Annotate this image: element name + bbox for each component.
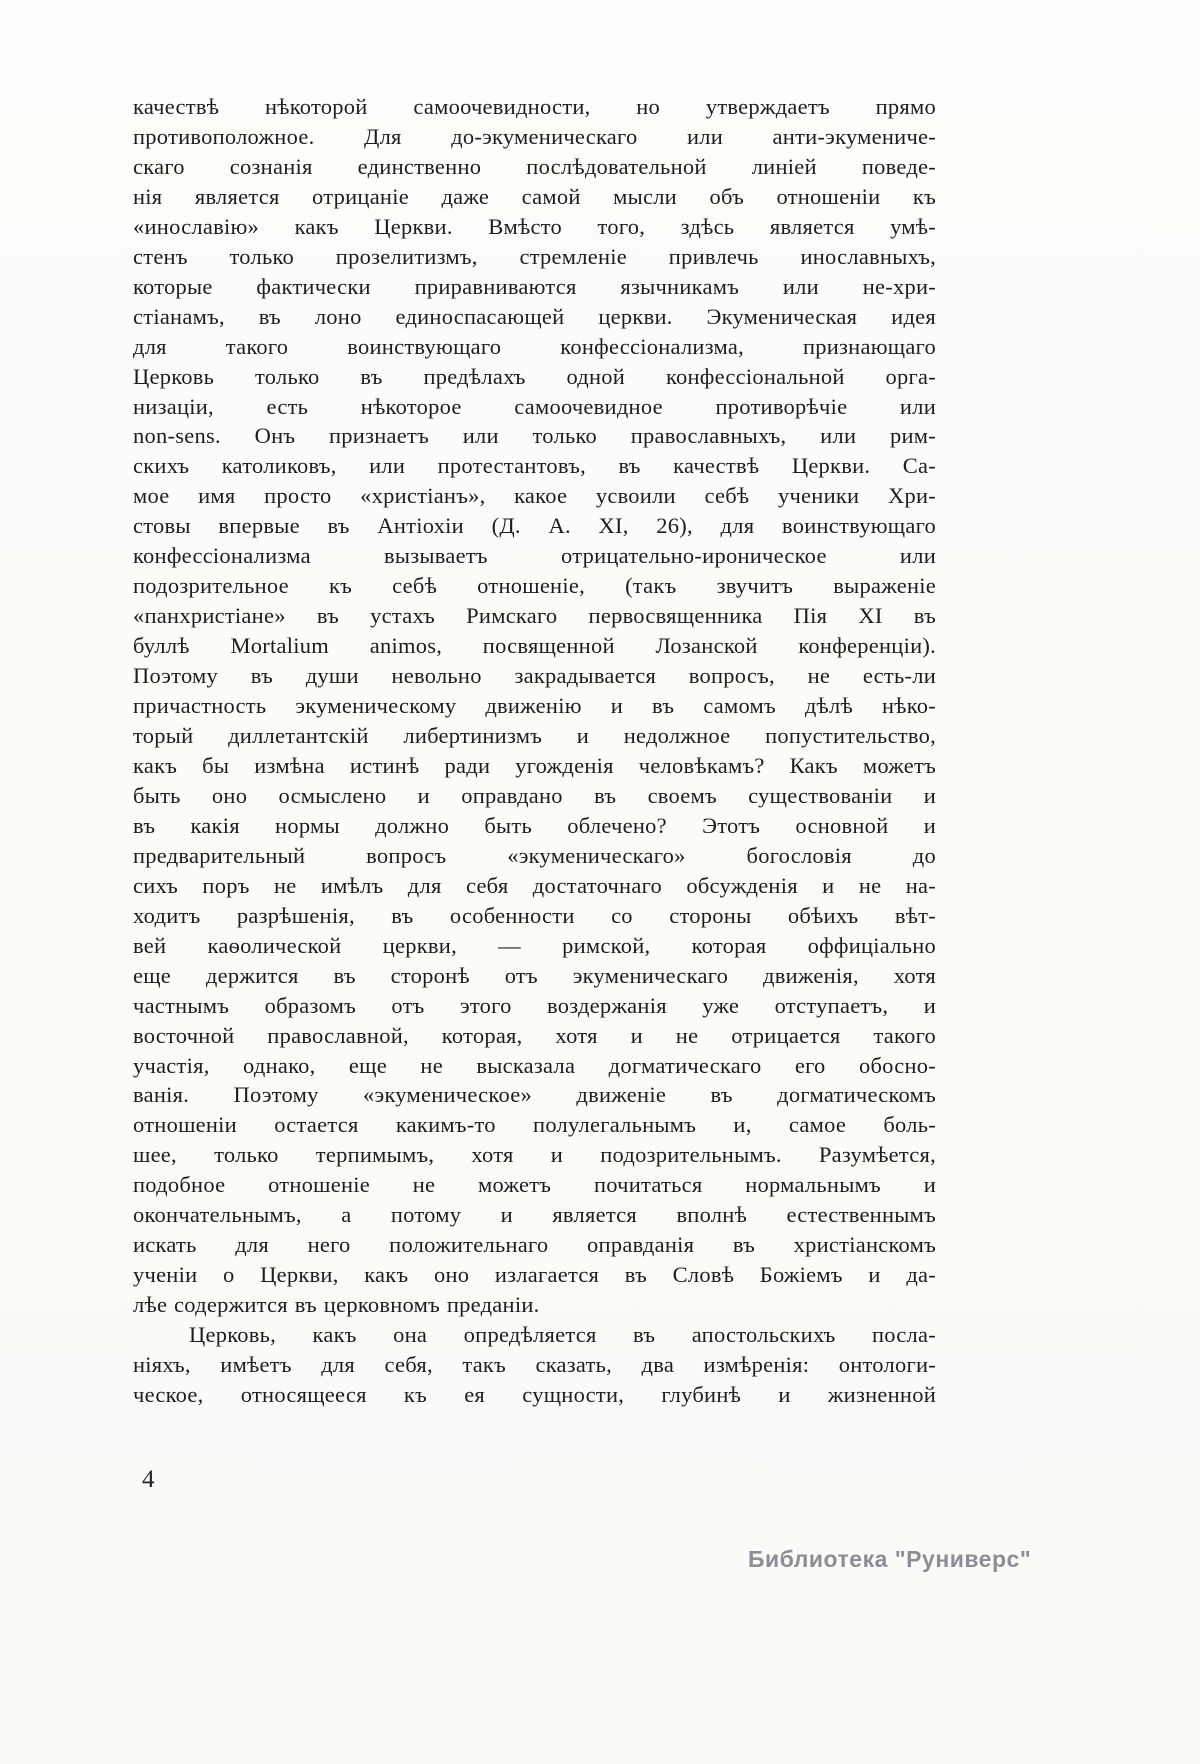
text-line: «инославію» какъ Церкви. Вмѣсто того, здѣсь является умѣ- (133, 213, 936, 239)
text-line: стенъ только прозелитизмъ, стремленіе привлечь инославныхъ, (133, 243, 936, 269)
text-line: подобное отношеніе не можетъ почитаться нормальнымъ и (133, 1172, 936, 1198)
text-line: качествѣ нѣкоторой самоочевидности, но утверждаетъ прямо (133, 94, 936, 119)
text-line: для такого воинствующаго конфессіонализма, признающаго (133, 333, 936, 359)
text-line: восточной православной, которая, хотя и не отрицается такого (133, 1022, 936, 1048)
text-line: скаго сознанія единственно послѣдовательной линіей поведе- (133, 153, 936, 179)
library-watermark: Библиотека "Руниверс" (748, 1546, 1032, 1572)
text-line: ніяхъ, имѣетъ для себя, такъ сказать, два измѣренія: онтологи- (133, 1352, 936, 1378)
text-line: подозрительное къ себѣ отношеніе, (такъ звучитъ выраженіе (133, 573, 936, 599)
text-line: лѣе содержится въ церковномъ преданіи. (133, 1292, 540, 1318)
text-line: частнымъ образомъ отъ этого воздержанія уже отступаетъ, и (133, 992, 936, 1018)
text-line: противоположное. Для до-экуменическаго или анти-экумениче- (133, 123, 936, 149)
text-line: мое имя просто «христіанъ», какое усвоили себѣ ученики Хри- (133, 483, 936, 509)
text-line: стовы впервые въ Антіохіи (Д. А. XI, 26), для воинствующаго (133, 513, 936, 539)
page-text-block (133, 92, 936, 1410)
text-line: еще держится въ сторонѣ отъ экуменическаго движенія, хотя (133, 962, 936, 988)
text-line: ученіи о Церкви, какъ оно излагается въ Словѣ Божіемъ и да- (133, 1262, 936, 1288)
text-line: торый диллетантскій либертинизмъ и недолжное попустительство, (133, 723, 936, 749)
text-line: быть оно осмыслено и оправдано въ своемъ существованіи и (133, 782, 936, 808)
text-line: «панхристіане» въ устахъ Римскаго первосвященника Пія XI въ (133, 603, 936, 629)
text-line: какъ бы измѣна истинѣ ради угожденія человѣкамъ? Какъ можетъ (133, 752, 936, 778)
text-line: скихъ католиковъ, или протестантовъ, въ качествѣ Церкви. Са- (133, 453, 936, 479)
text-line: Церковь, какъ она опредѣляется въ апостольскихъ посла- (189, 1322, 936, 1348)
text-line: предварительный вопросъ «экуменическаго» богословія до (133, 842, 936, 868)
text-line: буллѣ Mortalium animos, посвященной Лозанской конференціи). (133, 633, 936, 659)
page-number: 4 (142, 1466, 155, 1493)
text-line: Поэтому въ души невольно закрадывается вопросъ, не есть-ли (133, 663, 936, 689)
text-line: вей каѳолической церкви, — римской, которая оффиціально (133, 932, 936, 958)
text-line: шее, только терпимымъ, хотя и подозрительнымъ. Разумѣется, (133, 1142, 936, 1168)
text-line: причастность экуменическому движенію и въ самомъ дѣлѣ нѣко- (133, 693, 936, 719)
text-line: окончательнымъ, а потому и является вполнѣ естественнымъ (133, 1202, 936, 1228)
text-line: ходитъ разрѣшенія, въ особенности со стороны обѣихъ вѣт- (133, 902, 936, 928)
text-line: сихъ поръ не имѣлъ для себя достаточнаго обсужденія и не на- (133, 872, 936, 898)
text-line: которые фактически приравниваются язычникамъ или не-хри- (133, 273, 936, 299)
text-line: ческое, относящееся къ ея сущности, глубинѣ и жизненной (133, 1381, 936, 1407)
text-line: ванія. Поэтому «экуменическое» движеніе въ догматическомъ (133, 1082, 936, 1108)
text-line: отношеніи остается какимъ-то полулегальнымъ и, самое боль- (133, 1112, 936, 1138)
text-line: Церковь только въ предѣлахъ одной конфессіональной орга- (133, 363, 936, 389)
text-line: non-sens. Онъ признаетъ или только православныхъ, или рим- (133, 423, 936, 449)
text-line: участія, однако, еще не высказала догматическаго его обосно- (133, 1052, 936, 1078)
text-line: нія является отрицаніе даже самой мысли объ отношеніи къ (133, 183, 936, 209)
text-line: стіанамъ, въ лоно единоспасающей церкви. Экуменическая идея (133, 303, 936, 329)
text-line: конфессіонализма вызываетъ отрицательно-ироническое или (133, 543, 936, 569)
text-line: искать для него положительнаго оправданія въ христіанскомъ (133, 1232, 936, 1258)
text-line: въ какія нормы должно быть облечено? Этотъ основной и (133, 812, 936, 838)
text-line: низаціи, есть нѣкоторое самоочевидное противорѣчіе или (133, 393, 936, 419)
